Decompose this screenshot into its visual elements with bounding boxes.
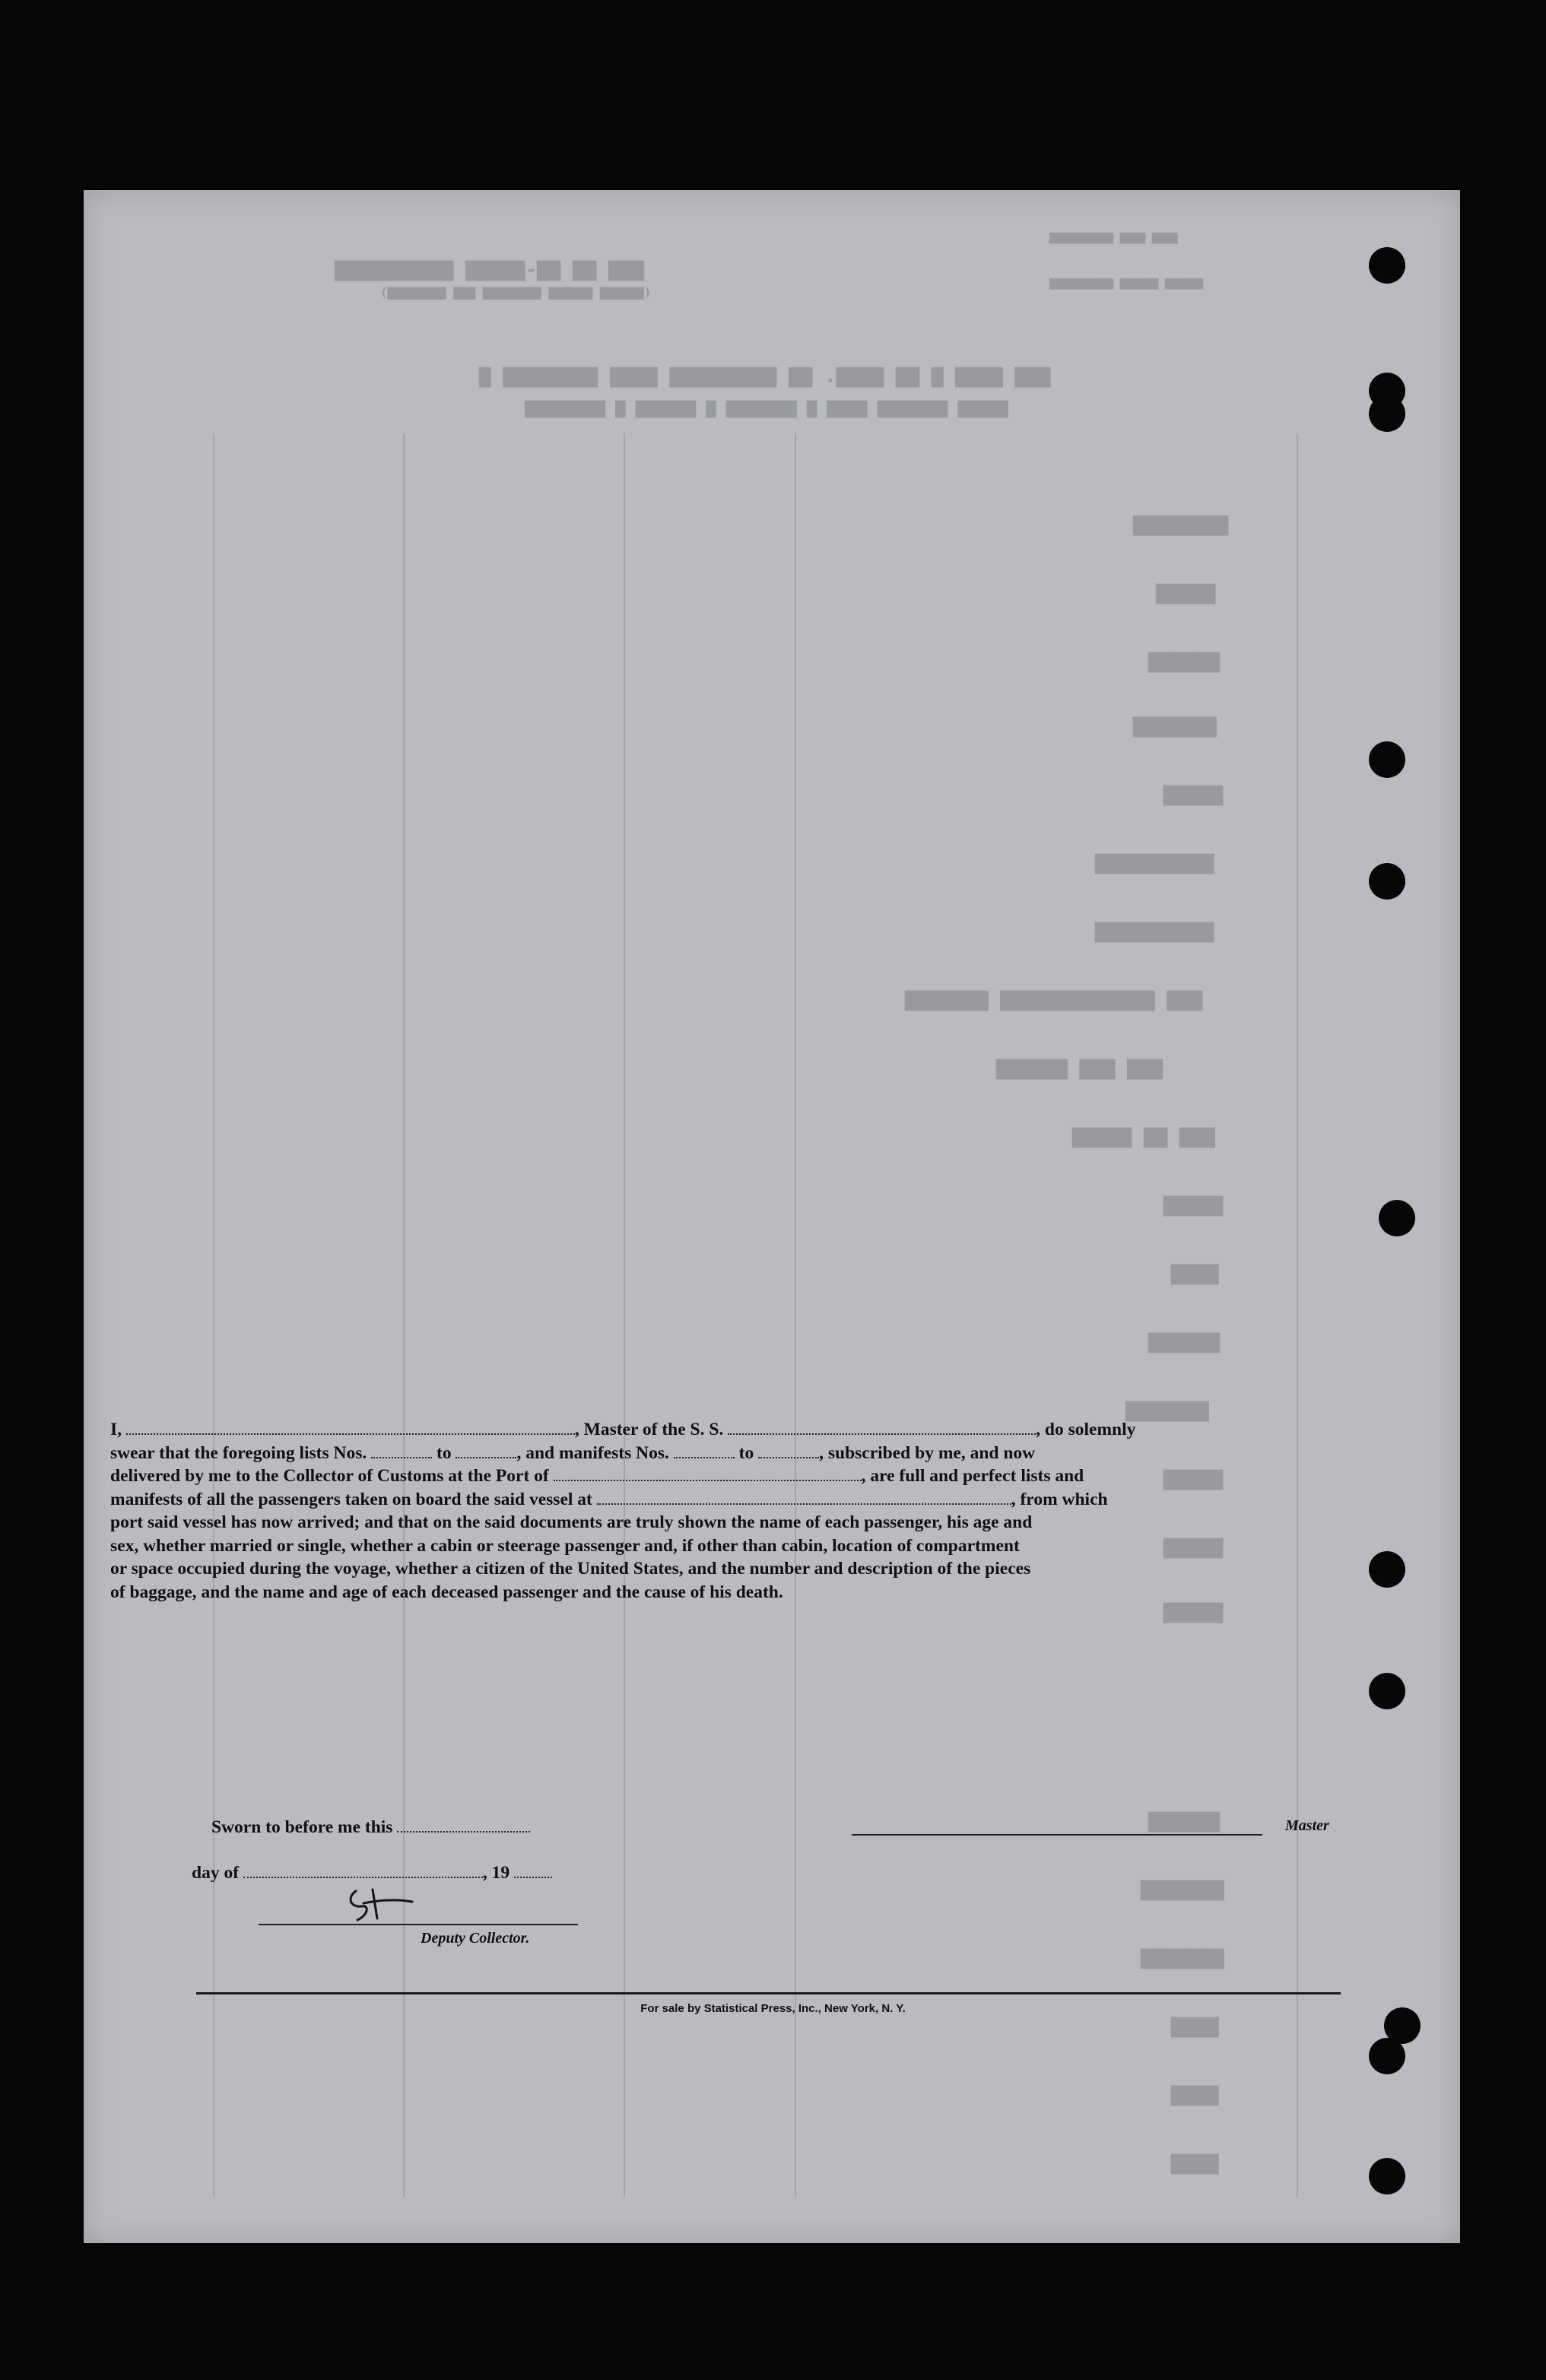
oath-text: manifests of all the passengers taken on board the said vessel at — [110, 1489, 592, 1509]
manifest-to-blank — [758, 1443, 819, 1458]
manifest-from-blank — [674, 1443, 735, 1458]
sworn-day-blank — [397, 1817, 530, 1833]
punch-hole — [1369, 395, 1405, 432]
vessel-name-blank — [728, 1420, 1036, 1435]
punch-hole — [1369, 247, 1405, 284]
list-from-blank — [371, 1443, 432, 1458]
oath-text: , subscribed by me, and now — [819, 1442, 1036, 1463]
month-blank — [243, 1863, 483, 1878]
oath-text: swear that the foregoing lists Nos. — [110, 1442, 367, 1463]
oath-text: , from which — [1011, 1489, 1108, 1509]
oath-text: , and manifests Nos. — [516, 1442, 669, 1463]
day-of-text: day of — [192, 1863, 240, 1883]
master-oath-paragraph — [110, 1418, 1342, 1604]
list-to-blank — [456, 1443, 516, 1458]
oath-text: , are full and perfect lists and — [861, 1466, 1084, 1486]
punch-hole — [1369, 2158, 1405, 2194]
oath-text: , do solemnly — [1036, 1420, 1136, 1439]
departure-port-blank — [597, 1490, 1011, 1505]
bleed-through-rule — [1297, 433, 1298, 2198]
printer-imprint: For sale by Statistical Press, Inc., New York, N. Y. — [640, 2002, 906, 2015]
bleed-through-header: ▇▇▇ ▇▇ ▇▇-▇▇▇▇▇ ▇▇▇▇▇▇▇▇▇▇ (▇▇▇▇▇▇ ▇▇▇▇▇▇ ▇▇▇▇▇▇▇▇ ▇▇▇ ▇▇▇▇▇▇▇▇) ▇▇▇▇ ▇▇▇▇ ▇▇▇▇▇▇▇▇▇▇ ▇▇▇▇▇▇ ▇▇▇▇▇▇ ▇▇▇▇▇▇▇▇▇▇ ▇▇▇ ▇▇▇▇ ▇ ▇▇ ▇▇▇▇. ▇▇ ▇▇▇▇▇▇▇▇▇ ▇▇▇▇ ▇▇▇▇▇▇▇▇ ▇ ▇▇▇▇▇ ▇▇▇▇▇▇▇ ▇▇▇▇ ▇ ▇▇▇▇▇▇▇ ▇ ▇▇▇▇▇▇ ▇ ▇▇▇▇▇▇▇▇ — [335, 232, 1204, 418]
oath-text: I, — [110, 1420, 122, 1439]
oath-text: , Master of the S. S. — [574, 1420, 724, 1439]
punch-hole — [1369, 1551, 1405, 1588]
bleed-through-rule — [624, 433, 625, 2198]
punch-hole — [1369, 741, 1405, 778]
punch-hole — [1379, 1200, 1415, 1236]
year-prefix: , 19 — [482, 1863, 510, 1883]
sworn-statement — [211, 1817, 530, 1838]
bleed-through-rule — [403, 433, 405, 2198]
deputy-label: Deputy Collector. — [421, 1930, 530, 1947]
oath-text: delivered by me to the Collector of Customs at the Port of — [110, 1466, 549, 1486]
oath-text: of baggage, and the name and age of each deceased passenger and the cause of his death. — [110, 1582, 783, 1602]
footer-rule — [196, 1992, 1341, 1994]
bleed-through-rule — [795, 433, 796, 2198]
port-blank — [554, 1466, 862, 1481]
master-label: Master — [1285, 1817, 1329, 1834]
sworn-text: Sworn to before me this — [211, 1817, 393, 1837]
oath-text: sex, whether married or single, whether a cabin or steerage passenger and, if other than cabin, location of compartment — [110, 1535, 1020, 1556]
year-blank — [514, 1863, 552, 1878]
oath-text: port said vessel has now arrived; and that on the said documents are truly shown the name of each passenger, his age and — [110, 1512, 1033, 1532]
oath-text: to — [436, 1442, 452, 1463]
punch-hole — [1369, 863, 1405, 900]
oath-text: or space occupied during the voyage, whether a citizen of the United States, and the number and description of the pieces — [110, 1559, 1031, 1579]
oath-text: to — [738, 1442, 754, 1463]
master-name-blank — [126, 1420, 575, 1435]
day-of-row — [192, 1863, 552, 1883]
punch-hole — [1369, 1673, 1405, 1709]
handwritten-initials — [342, 1882, 433, 1928]
manifest-sheet-back: ▇▇▇ ▇▇ ▇▇-▇▇▇▇▇ ▇▇▇▇▇▇▇▇▇▇ (▇▇▇▇▇▇ ▇▇▇▇▇▇ ▇▇▇▇▇▇▇▇ ▇▇▇ ▇▇▇▇▇▇▇▇) ▇▇▇▇ ▇▇▇▇ ▇▇▇▇▇▇▇▇▇▇ ▇▇▇▇▇▇ ▇▇▇▇▇▇ ▇▇▇▇▇▇▇▇▇▇ ▇▇▇ ▇▇▇▇ ▇ ▇▇ ▇▇▇▇. ▇▇ ▇▇▇▇▇▇▇▇▇ ▇▇▇▇ ▇▇▇▇▇▇▇▇ ▇ ▇▇▇▇▇ ▇▇▇▇▇▇▇ ▇▇▇▇ ▇ ▇▇▇▇▇▇▇ ▇ ▇▇▇▇▇▇ ▇ ▇▇▇▇▇▇▇▇ ▇▇▇▇▇▇▇▇ ▇▇▇▇▇ ▇▇▇▇▇▇ ▇▇▇▇▇▇▇ ▇▇▇▇▇ ▇▇▇▇▇▇▇▇▇▇ ▇▇▇▇▇▇▇▇▇▇ ▇▇▇ ▇▇▇▇▇▇▇▇▇▇▇▇▇ ▇▇▇▇▇▇▇ ▇▇▇ ▇▇▇ ▇▇▇▇▇▇ ▇▇▇ ▇▇ ▇▇▇▇▇ ▇▇▇▇▇ ▇▇▇▇ ▇▇▇▇▇▇ ▇▇▇▇▇▇▇ ▇▇▇▇▇ ▇▇▇▇▇ ▇▇▇▇▇ ▇▇▇▇▇▇ ▇▇▇▇▇▇▇ ▇▇▇▇▇▇▇ ▇▇▇▇ ▇▇▇▇ ▇▇▇▇ — [84, 190, 1460, 2243]
deputy-signature-line — [259, 1924, 578, 1925]
punch-hole — [1369, 2038, 1405, 2074]
master-signature-line — [852, 1819, 1262, 1836]
bleed-through-rule — [213, 433, 214, 2198]
